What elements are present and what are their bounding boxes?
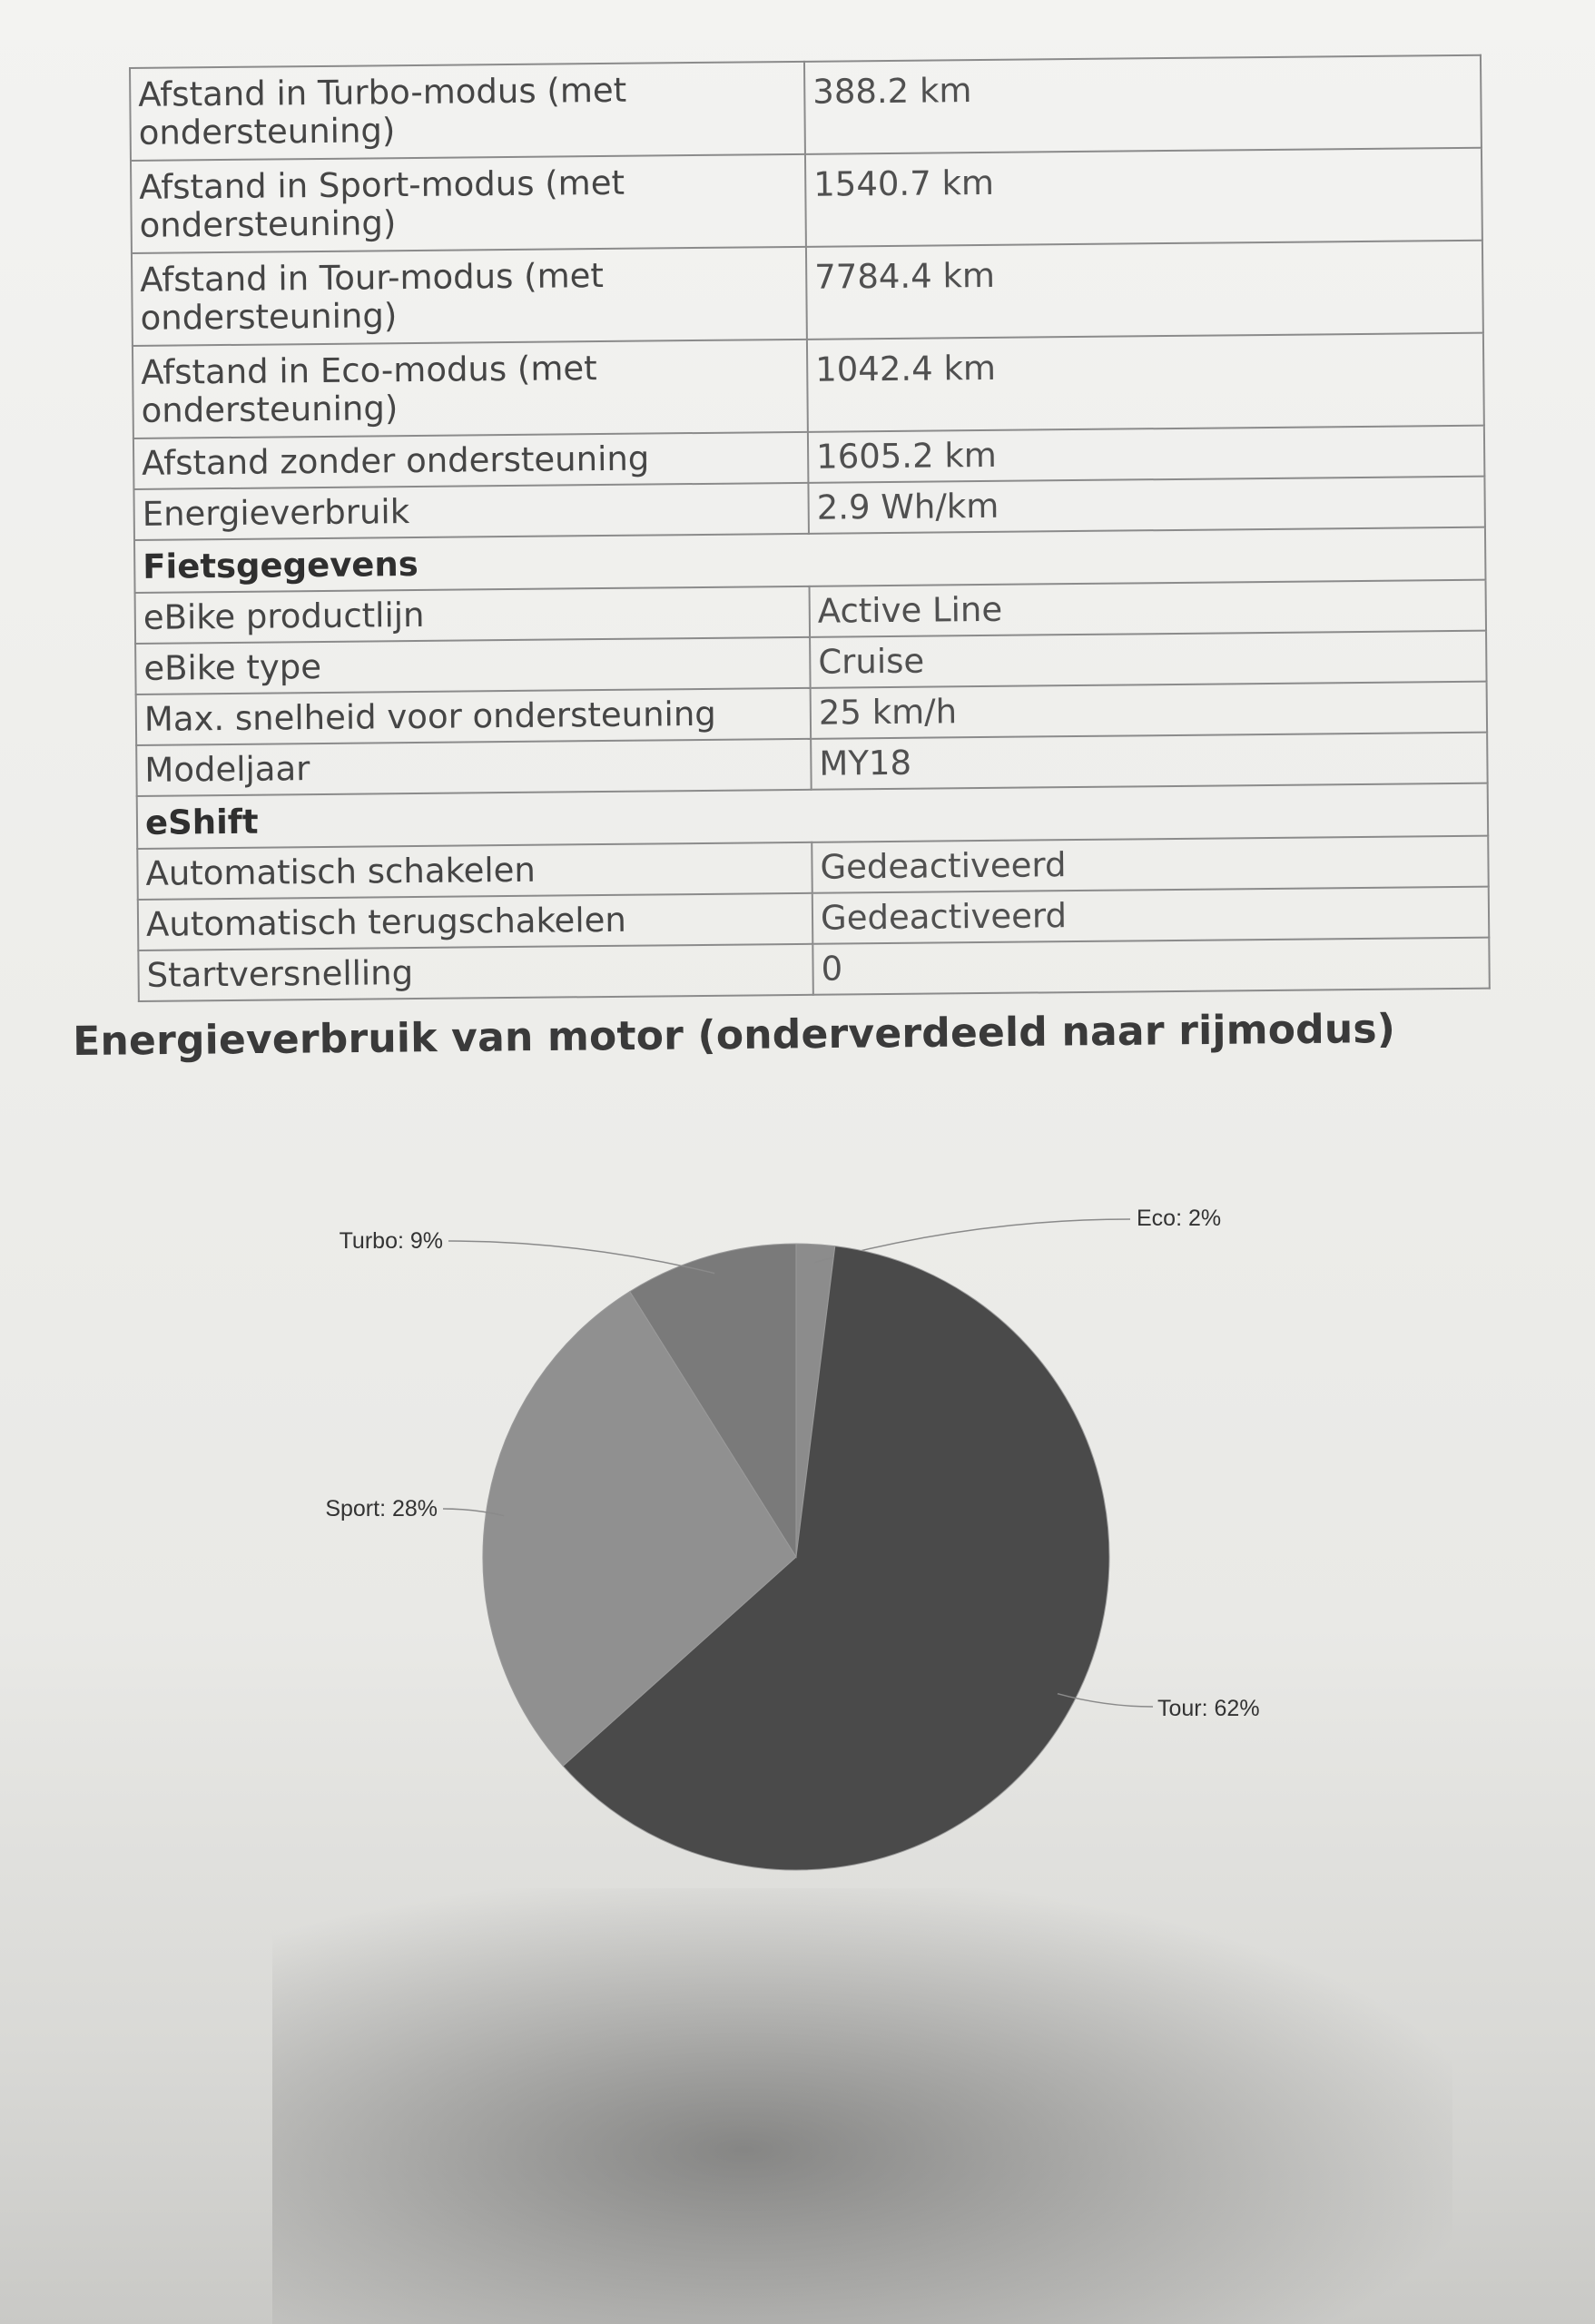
row-label: eBike productlijn [135, 586, 811, 644]
row-value: 1605.2 km [808, 426, 1485, 483]
row-value: 25 km/h [811, 682, 1488, 739]
section-title-fietsgegevens: Fietsgegevens [134, 527, 1485, 593]
row-value: 1042.4 km [807, 333, 1484, 432]
row-label: Afstand in Turbo-modus (met ondersteuning) [130, 62, 805, 161]
row-value: Cruise [810, 631, 1487, 688]
slice-label-tour: Tour: 62% [1157, 1696, 1260, 1721]
row-value: 2.9 Wh/km [808, 477, 1485, 534]
row-label: Afstand zonder ondersteuning [133, 432, 809, 489]
chart-title: Energieverbruik van motor (onderverdeeld naar rijmodus) [73, 1006, 1396, 1065]
row-value: 0 [812, 938, 1490, 995]
row-label: Afstand in Eco-modus (met ondersteuning) [133, 340, 808, 438]
row-value: MY18 [811, 733, 1488, 790]
slice-label-turbo: Turbo: 9% [339, 1228, 443, 1254]
row-label: Modeljaar [136, 739, 812, 796]
row-value: Gedeactiveerd [812, 836, 1489, 893]
row-label: Startversnelling [138, 944, 813, 1001]
row-label: Automatisch terugschakelen [138, 893, 813, 950]
slice-label-eco: Eco: 2% [1137, 1206, 1222, 1231]
row-value: 388.2 km [804, 55, 1482, 154]
row-value: Active Line [810, 580, 1487, 637]
row-label: Afstand in Tour-modus (met ondersteuning) [132, 247, 807, 346]
slice-label-sport: Sport: 28% [325, 1496, 438, 1521]
section-title-eshift: eShift [137, 783, 1488, 849]
row-label: Afstand in Sport-modus (met ondersteuning) [131, 154, 806, 253]
row-label: Energieverbruik [133, 483, 809, 540]
row-value: 1540.7 km [805, 148, 1482, 247]
row-label: Max. snelheid voor ondersteuning [136, 688, 812, 745]
row-label: eBike type [135, 637, 811, 694]
row-label: Automatisch schakelen [137, 842, 812, 900]
row-value: Gedeactiveerd [812, 887, 1490, 944]
row-value: 7784.4 km [806, 241, 1483, 340]
